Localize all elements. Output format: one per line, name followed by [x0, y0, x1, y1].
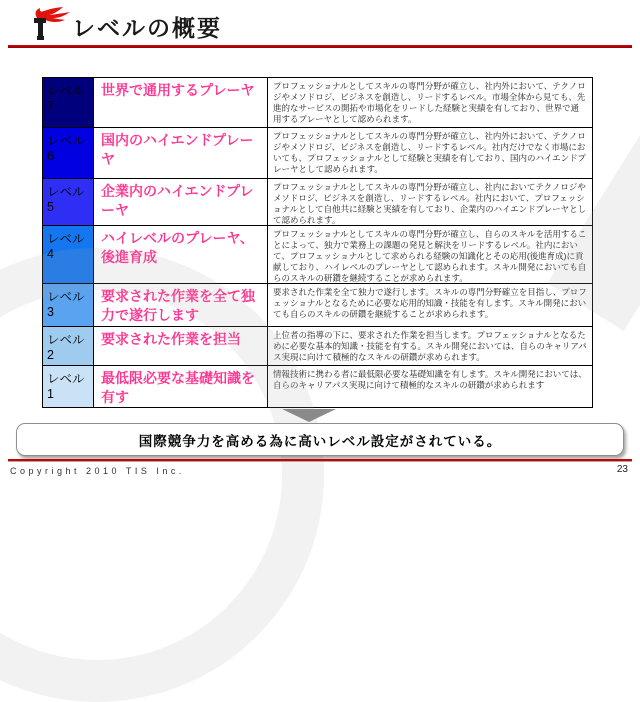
page-number: 23	[616, 464, 628, 475]
footer-rule	[8, 459, 632, 462]
level-name-cell: 要求された作業を全て独力で遂行します	[94, 284, 268, 325]
table-row-level2	[43, 327, 592, 366]
level-desc-cell: 情報技術に携わる者に最低限必要な基礎知識を有します。スキル開発においては、自らのキャリアパス実現に向けて積極的なスキルの研鑽が求められます	[268, 366, 592, 407]
level-cell: レベル4	[43, 226, 94, 283]
level-desc-cell: 要求された作業を全て独力で遂行します。スキルの専門分野確立を目指し、プロフェッショナルとなるために必要な応用的知識・技能を有します。スキル開発においても自らのスキルの研鑽を継続することが求められます。	[268, 284, 592, 325]
page-title: レベルの概要	[72, 15, 222, 41]
level-desc-cell: プロフェッショナルとしてスキルの専門分野が確立し、社内においてテクノロジやメソドロジ、ビジネスを創造し、リードするレベル。社内において、プロフェッショナルとして自他共に経験と実績を有しており、企業内のハイエンドプレーヤとして認められます。	[268, 179, 592, 225]
levels-table	[42, 77, 593, 408]
level-desc-cell: プロフェッショナルとしてスキルの専門分野が確立し、社内外において、テクノロジやメソドロジ、ビジネスを創造し、リードするレベル。社内だけでなく市場においても、プロフェッショナルとして経験と実績を有しており、国内のハイエンドプレーヤとして認められます。	[268, 128, 592, 179]
table-row-level3	[43, 284, 592, 326]
summary-callout-text: 国際競争力を高める為に高いレベル設定がされている。	[138, 433, 502, 449]
level-cell: レベル3	[43, 284, 94, 325]
level-desc-cell: 上位者の指導の下に、要求された作業を担当します。プロフェッショナルとなるために必要な基本的知識・技能を有する。スキル開発においては、自らのキャリアパス実現に向けて積極的なスキルの研鑽が求められます。	[268, 327, 592, 365]
level-name-cell: 最低限必要な基礎知識を有す	[94, 366, 268, 407]
level-name-cell: 世界で通用するプレーヤ	[94, 78, 268, 127]
level-desc-cell: プロフェッショナルとしてスキルの専門分野が確立し、自らのスキルを活用することによって、独力で業務上の課題の発見と解決をリードするレベル。社内において、プロフェッショナルとして求められる経験の知識化とその応用(後進育成)に貢献しており、ハイレベルのプレーヤとして認められます。スキル開発においても自らのスキルの研鑽を継続することが求められます。	[268, 226, 592, 283]
level-name-cell: 企業内のハイエンドプレーヤ	[94, 179, 268, 225]
table-row-level4	[43, 226, 592, 284]
level-desc-cell: プロフェッショナルとしてスキルの専門分野が確立し、社内外において、テクノロジやメソドロジ、ビジネスを創造し、リードするレベル。市場全体から見ても、先進的なサービスの開拓や市場化をリードした経験と実績を有しており、世界で通用するプレーヤとして認められます。	[268, 78, 592, 127]
slide-header	[0, 0, 640, 52]
level-cell: レベル5	[43, 179, 94, 225]
copyright-text: Copyright 2010 TIS Inc.	[10, 466, 185, 476]
summary-callout	[16, 423, 624, 456]
down-arrow-icon	[282, 409, 336, 422]
level-cell: レベル6	[43, 128, 94, 179]
level-name-cell: ハイレベルのプレーヤ、後進育成	[94, 226, 268, 283]
level-name-cell: 要求された作業を担当	[94, 327, 268, 365]
table-row-level5	[43, 179, 592, 226]
level-name-cell: 国内のハイエンドプレーヤ	[94, 128, 268, 179]
table-row-level1	[43, 366, 592, 407]
level-cell: レベル1	[43, 366, 94, 407]
table-row-level6	[43, 128, 592, 180]
torch-icon	[30, 6, 72, 44]
title-underline	[8, 45, 632, 48]
level-cell: レベル7	[43, 78, 94, 127]
table-row-level7	[43, 78, 592, 128]
level-cell: レベル2	[43, 327, 94, 365]
